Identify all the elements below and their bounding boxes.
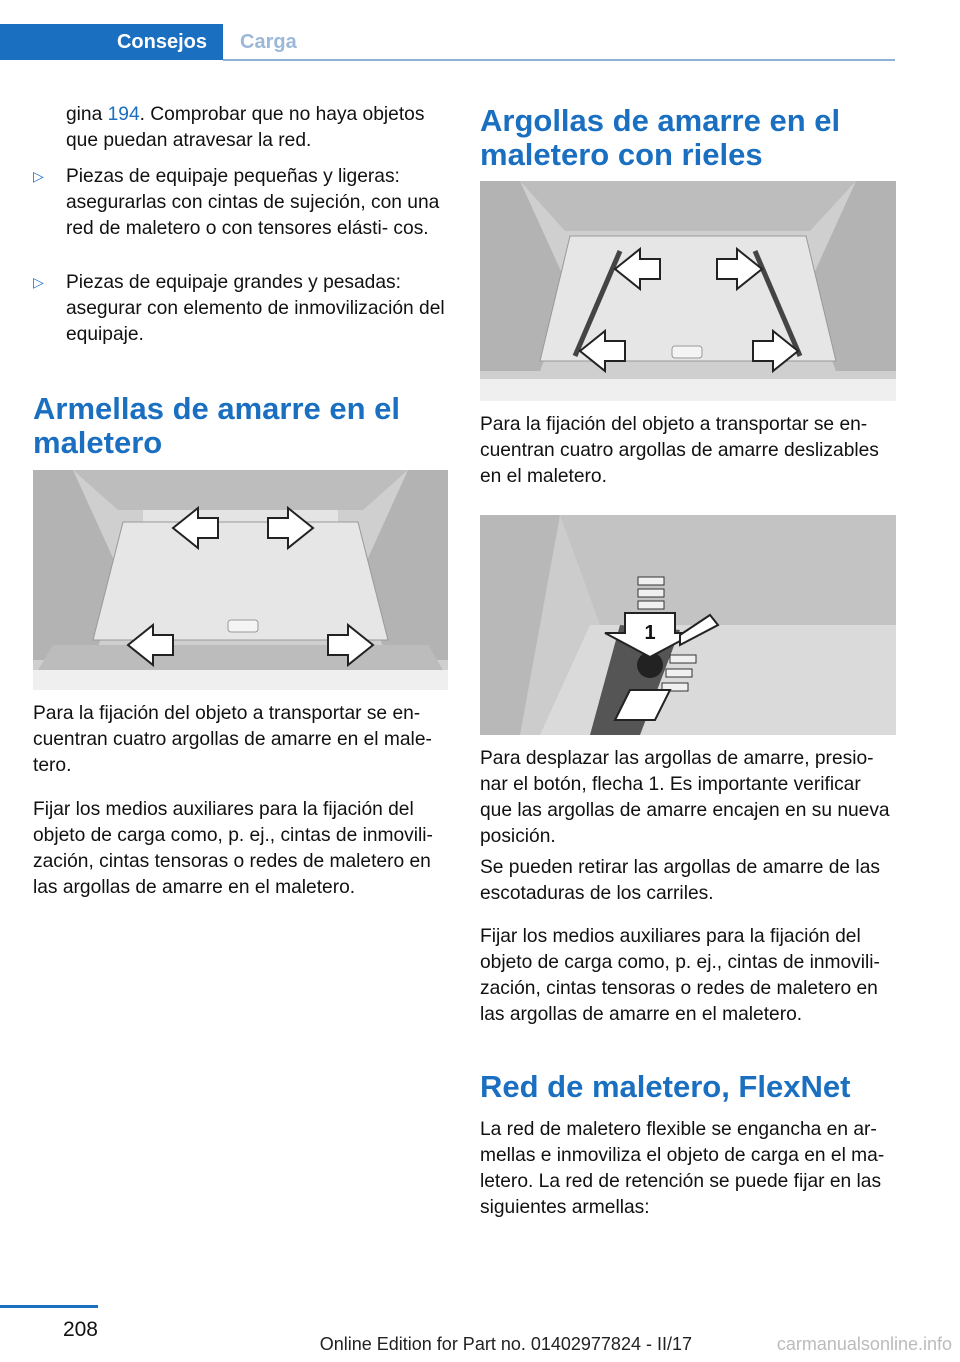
- bullet-item: ▷ Piezas de equipaje pequeñas y ligeras: asegurarlas con cintas de sujeción, con una red de maletero o con tensores elásti‐ cos.: [33, 164, 448, 242]
- triangle-bullet-icon: ▷: [33, 168, 44, 184]
- figure-callout-1: 1: [644, 622, 656, 644]
- right-paragraph-5: La red de maletero flexible se engancha en ar‐ mellas e inmoviliza el objeto de carga en el ma‐ letero. La red de retención se puede fijar en las siguientes armellas:: [480, 1119, 885, 1218]
- intro-paragraph: gina 194. Comprobar que no haya objetos que puedan atravesar la red.: [66, 104, 425, 151]
- section-title-armellas: Armellas de amarre en el maletero: [33, 391, 401, 460]
- right-paragraph-2: Para desplazar las argollas de amarre, presio‐ nar el botón, flecha 1. Es importante verificar que las argollas de amarre encajen en su nueva posición.: [480, 748, 890, 847]
- left-paragraph-2: Fijar los medios auxiliares para la fijación del objeto de carga como, p. ej., cintas de inmovili‐ zación, cintas tensoras o redes de maletero en las argollas de amarre en el maletero.: [33, 799, 433, 898]
- right-paragraph-1: Para la fijación del objeto a transportar se en‐ cuentran cuatro argollas de amarre deslizables en el maletero.: [480, 414, 879, 487]
- watermark: carmanualsonline.info: [776, 1334, 952, 1354]
- trunk-rails-figure: [480, 181, 896, 401]
- tab-carga[interactable]: Carga: [240, 30, 297, 53]
- page-number: 208: [62, 1318, 98, 1341]
- triangle-bullet-icon: ▷: [33, 274, 44, 290]
- rail-detail-figure: [480, 515, 896, 735]
- left-paragraph-1: Para la fijación del objeto a transportar se en‐ cuentran cuatro argollas de amarre en el male‐ tero.: [33, 703, 432, 776]
- header-divider: [223, 59, 895, 61]
- edition-footer: Online Edition for Part no. 01402977824 - II/17: [319, 1334, 692, 1354]
- trunk-figure: [33, 470, 448, 690]
- bullet-item: ▷ Piezas de equipaje grandes y pesadas: asegurar con elemento de inmovilización del equipaje.: [33, 270, 448, 348]
- right-paragraph-4: Fijar los medios auxiliares para la fijación del objeto de carga como, p. ej., cintas de inmovili‐ zación, cintas tensoras o redes de maletero en las argollas de amarre en el maletero.: [480, 926, 880, 1025]
- tab-consejos[interactable]: Consejos: [0, 24, 223, 60]
- page-number-rule: [0, 1305, 98, 1308]
- trunk-rails-illustration: [480, 181, 896, 401]
- right-paragraph-3: Se pueden retirar las argollas de amarre de las escotaduras de los carriles.: [480, 857, 880, 904]
- trunk-tie-down-illustration: [33, 470, 448, 690]
- page-reference-link[interactable]: 194: [107, 104, 140, 125]
- header-bar: [0, 0, 960, 60]
- rail-detail-illustration: [480, 515, 896, 735]
- section-title-flexnet: Red de maletero, FlexNet: [480, 1069, 851, 1104]
- section-title-argollas-rieles: Argollas de amarre en el maletero con rieles: [480, 103, 841, 172]
